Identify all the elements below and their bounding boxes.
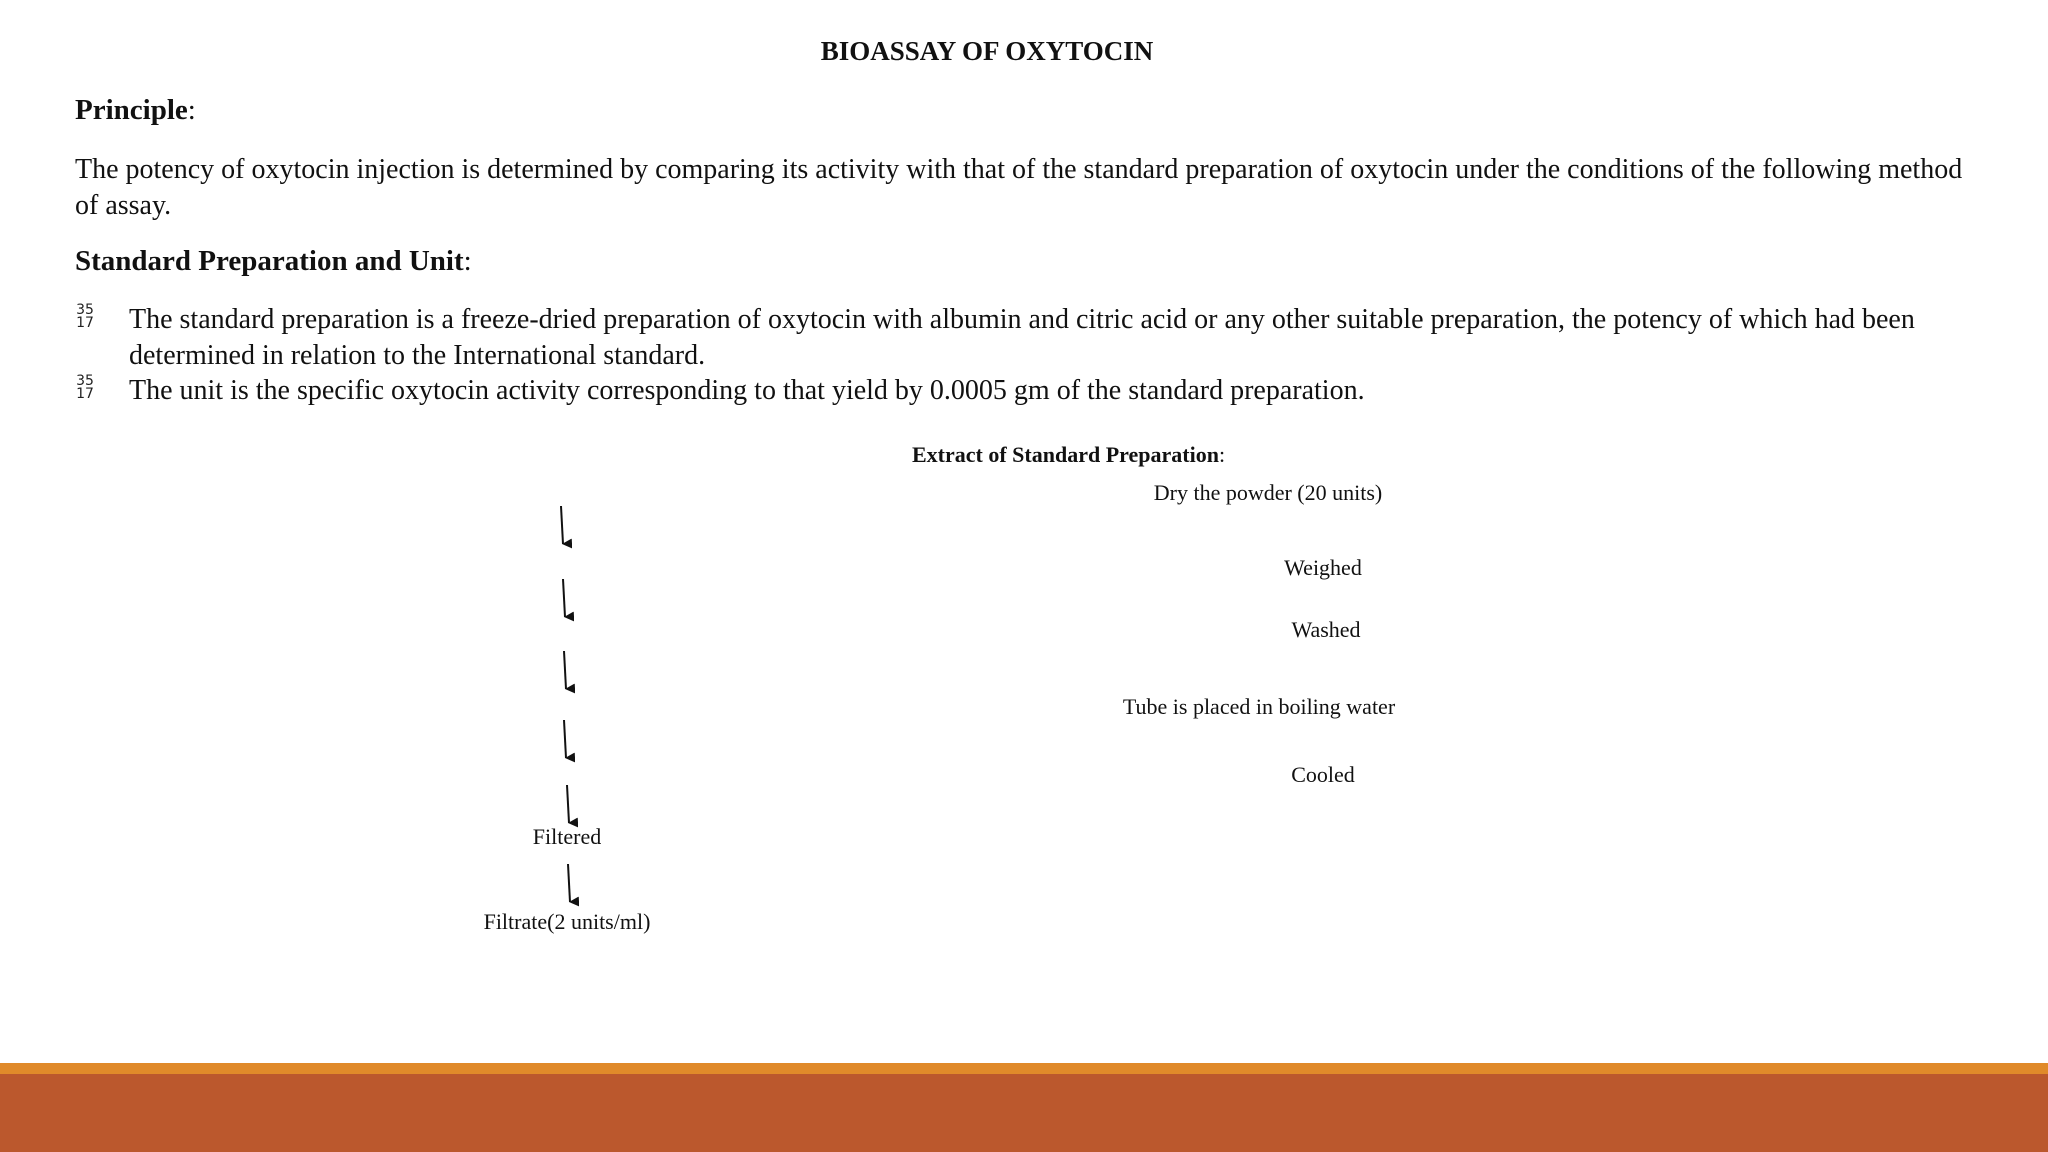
standard-bullet-text: The unit is the specific oxytocin activity corresponding to that yield by 0.0005 gm of the standard preparation.: [129, 375, 1365, 406]
footer-bar: [0, 1074, 2048, 1152]
bullet-glyph-icon: [73, 375, 97, 401]
bullet-glyph-bottom: 17: [76, 386, 94, 402]
slide-title: BIOASSAY OF OXYTOCIN: [820, 36, 1154, 66]
principle-heading-colon: :: [187, 94, 196, 126]
flow-step-filtrate: Filtrate(2 units/ml): [483, 909, 651, 934]
principle-heading: [75, 94, 196, 127]
flow-step-cooled: Cooled: [1291, 762, 1355, 787]
down-arrow-icon: [567, 785, 569, 823]
standard-bullet-text: The standard preparation is a freeze-dried preparation of oxytocin with albumin and citric acid or any other suitable preparation, the potency of which had been determined in relation to the International standard.: [129, 304, 1915, 371]
flow-heading: [912, 442, 1225, 468]
flow-step-filtered: Filtered: [532, 824, 602, 849]
bullet-glyph-icon: [73, 304, 97, 330]
footer-accent-stripe: [0, 1063, 2048, 1074]
down-arrow-icon: [563, 579, 565, 617]
flow-step-dry-powder: Dry the powder (20 units): [1153, 480, 1383, 505]
down-arrow-icon: [568, 864, 570, 902]
flow-step-washed: Washed: [1291, 617, 1361, 642]
standard-heading-colon: :: [463, 245, 472, 277]
standard-heading-label: Standard Preparation and Unit: [75, 245, 464, 277]
flow-heading-colon: :: [1218, 442, 1226, 467]
bullet-glyph-top: 35: [76, 373, 94, 389]
down-arrow-icon: [561, 506, 563, 544]
bullet-glyph-top: 35: [76, 302, 94, 318]
bullet-glyph-bottom: 17: [76, 315, 94, 331]
principle-text: The potency of oxytocin injection is determined by comparing its activity with that of the standard preparation of oxytocin under the conditions of the following method of assay.: [75, 154, 1963, 221]
flow-heading-label: Extract of Standard Preparation: [912, 442, 1219, 467]
principle-heading-label: Principle: [75, 94, 188, 126]
standard-heading: [75, 245, 472, 278]
flow-step-weighed: Weighed: [1284, 555, 1362, 580]
flow-step-boiling-water: Tube is placed in boiling water: [1122, 694, 1396, 719]
down-arrow-icon: [564, 651, 566, 689]
down-arrow-icon: [564, 720, 566, 758]
